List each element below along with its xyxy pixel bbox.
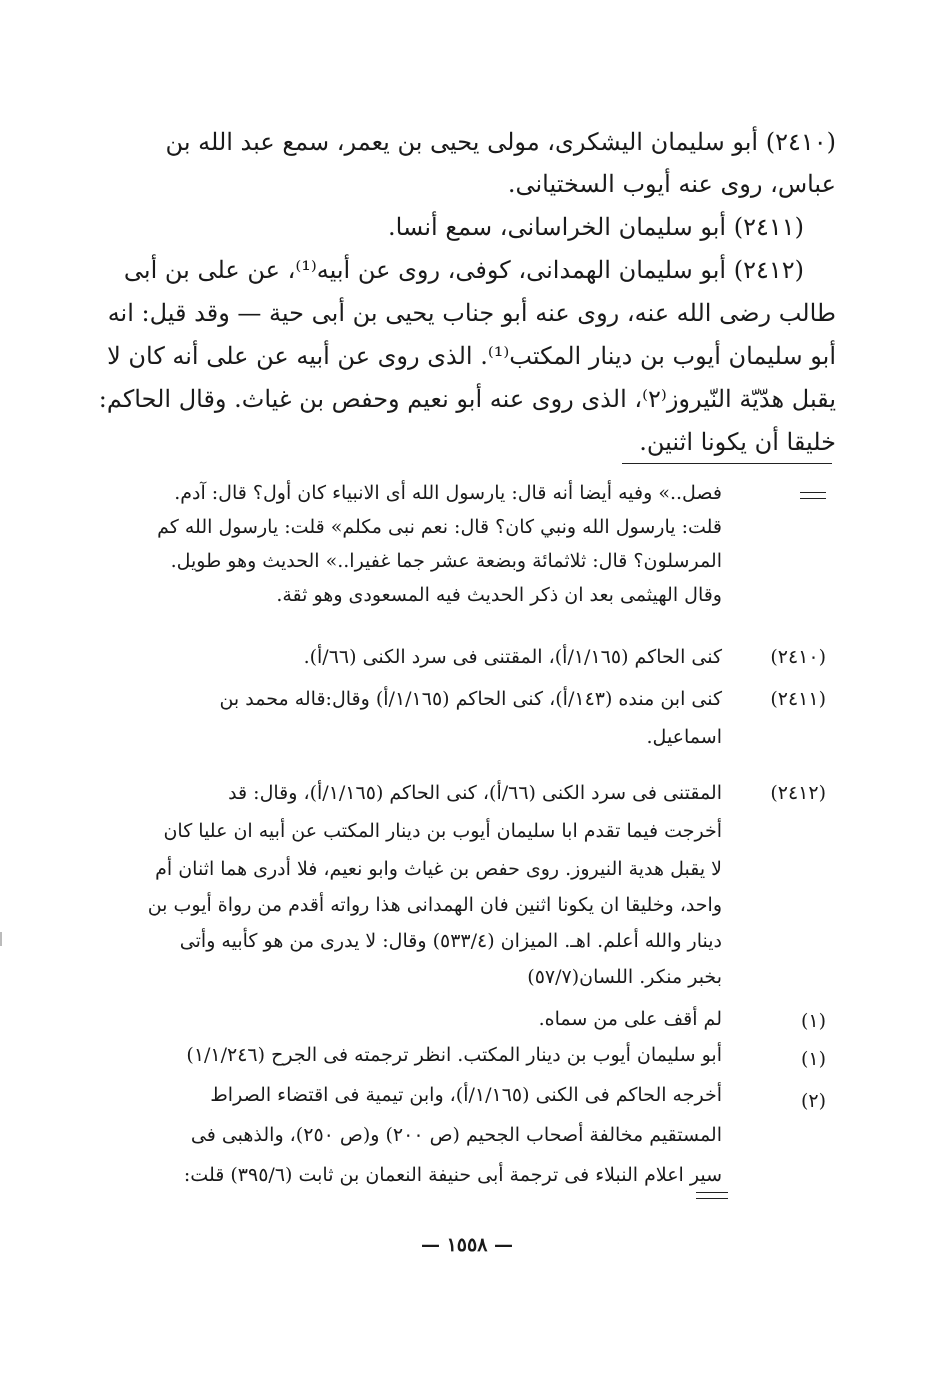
scan-margin-mark	[0, 932, 2, 946]
footnote-line: اسماعيل.	[646, 726, 722, 748]
footnote-number: (١)	[800, 1048, 826, 1070]
continued-mark	[696, 1192, 728, 1199]
footnote-line: لم أقف على من سماه.	[538, 1008, 722, 1030]
footnote-line: المستقيم مخالفة أصحاب الجحيم (ص ٢٠٠) و(ص ٢٥٠)، والذهبى فى	[190, 1124, 722, 1146]
footnote-line: فصل..» وفيه أيضا أنه قال: يارسول الله أى الانبياء كان أول؟ قال: آدم.	[174, 482, 722, 504]
footnote-line: المقتنى فى سرد الكنى (٦٦/أ)، كنى الحاكم (١/١٦٥/أ)، وقال: قد	[228, 782, 722, 804]
footnote-line: كنى ابن منده (١٤٣/أ)، كنى الحاكم (١/١٦٥/أ) وقال:قاله محمد بن	[219, 688, 722, 710]
footnote-line: أخرجه الحاكم فى الكنى (١/١٦٥/أ)، وابن تيمية فى اقتضاء الصراط	[210, 1084, 722, 1106]
main-line: (٢٤١٢) أبو سليمان الهمدانى، كوفى، روى عن أبيه⁽¹⁾، عن على بن أبى	[123, 256, 804, 284]
footnote-line: لا يقبل هدية النيروز. روى حفص بن غياث وابو نعيم، فلا أدرى هما اثنان أم	[155, 858, 722, 880]
footnote-number: (٢)	[800, 1090, 826, 1112]
footnote-line: المرسلون؟ قال: ثلاثمائة وبضعة عشر جما غفيرا..» الحديث وهو طويل.	[170, 550, 722, 572]
footnote-line: كنى الحاكم (١/١٦٥/أ)، المقتنى فى سرد الكنى (٦٦/أ).	[303, 646, 722, 668]
footnote-number: (٢٤١١)	[770, 688, 826, 710]
footnote-line: قلت: يارسول الله ونبي كان؟ قال: نعم نبى مكلم» قلت: يارسول الله كم	[157, 516, 722, 538]
footnote-line: سير اعلام النبلاء فى ترجمة أبى حنيفة النعمان بن ثابت (٣٩٥/٦) قلت:	[183, 1164, 722, 1186]
footnote-line: وقال الهيثمى بعد ان ذكر الحديث فيه المسعودى وهو ثقة.	[276, 584, 722, 606]
continuation-mark	[800, 492, 826, 499]
footnote-number: (١)	[800, 1010, 826, 1032]
footnote-number: (٢٤١٠)	[770, 646, 826, 668]
footnote-line: واحد، وخليقا ان يكونا اثنين فان الهمدانى هذا رواته أقدم من رواة أيوب بن	[147, 894, 722, 916]
main-line: خليقا أن يكونا اثنين.	[639, 428, 836, 456]
main-line: يقبل هدّيّة النّيروز⁽٢⁾، الذى روى عنه أبو نعيم وحفص بن غياث. وقال الحاكم:	[98, 385, 836, 413]
footnote-line: دينار والله أعلم. اهـ. الميزان (٥٣٣/٤) وقال: لا يدرى من هو كأبيه وأتى	[179, 930, 722, 952]
main-line: (٢٤١٠) أبو سليمان اليشكرى، مولى يحيى بن يعمر، سمع عبد الله بن	[165, 128, 836, 156]
main-line: أبو سليمان أيوب بن دينار المكتب⁽¹⁾. الذى روى عن أبيه عن على أنه كان لا	[107, 342, 836, 370]
page-number: — ١٥٥٨ —	[420, 1234, 514, 1256]
main-line: (٢٤١١) أبو سليمان الخراسانى، سمع أنسا.	[388, 213, 804, 241]
main-line: عباس، روى عنه أيوب السختيانى.	[507, 170, 836, 198]
footnote-separator	[622, 463, 832, 464]
main-line: طالب رضى الله عنه، روى عنه أبو جناب يحيى بن أبى حية — وقد قيل: انه	[107, 299, 836, 327]
footnote-line: بخبر منكر. اللسان(٥٧/٧)	[527, 966, 722, 988]
footnote-line: أبو سليمان أيوب بن دينار المكتب. انظر ترجمته فى الجرح (١/١/٢٤٦)	[186, 1044, 722, 1066]
footnote-number: (٢٤١٢)	[770, 782, 826, 804]
footnote-line: أخرجت فيما تقدم ابا سليمان أيوب بن دينار المكتب عن أبيه ان عليا كان	[163, 820, 722, 842]
